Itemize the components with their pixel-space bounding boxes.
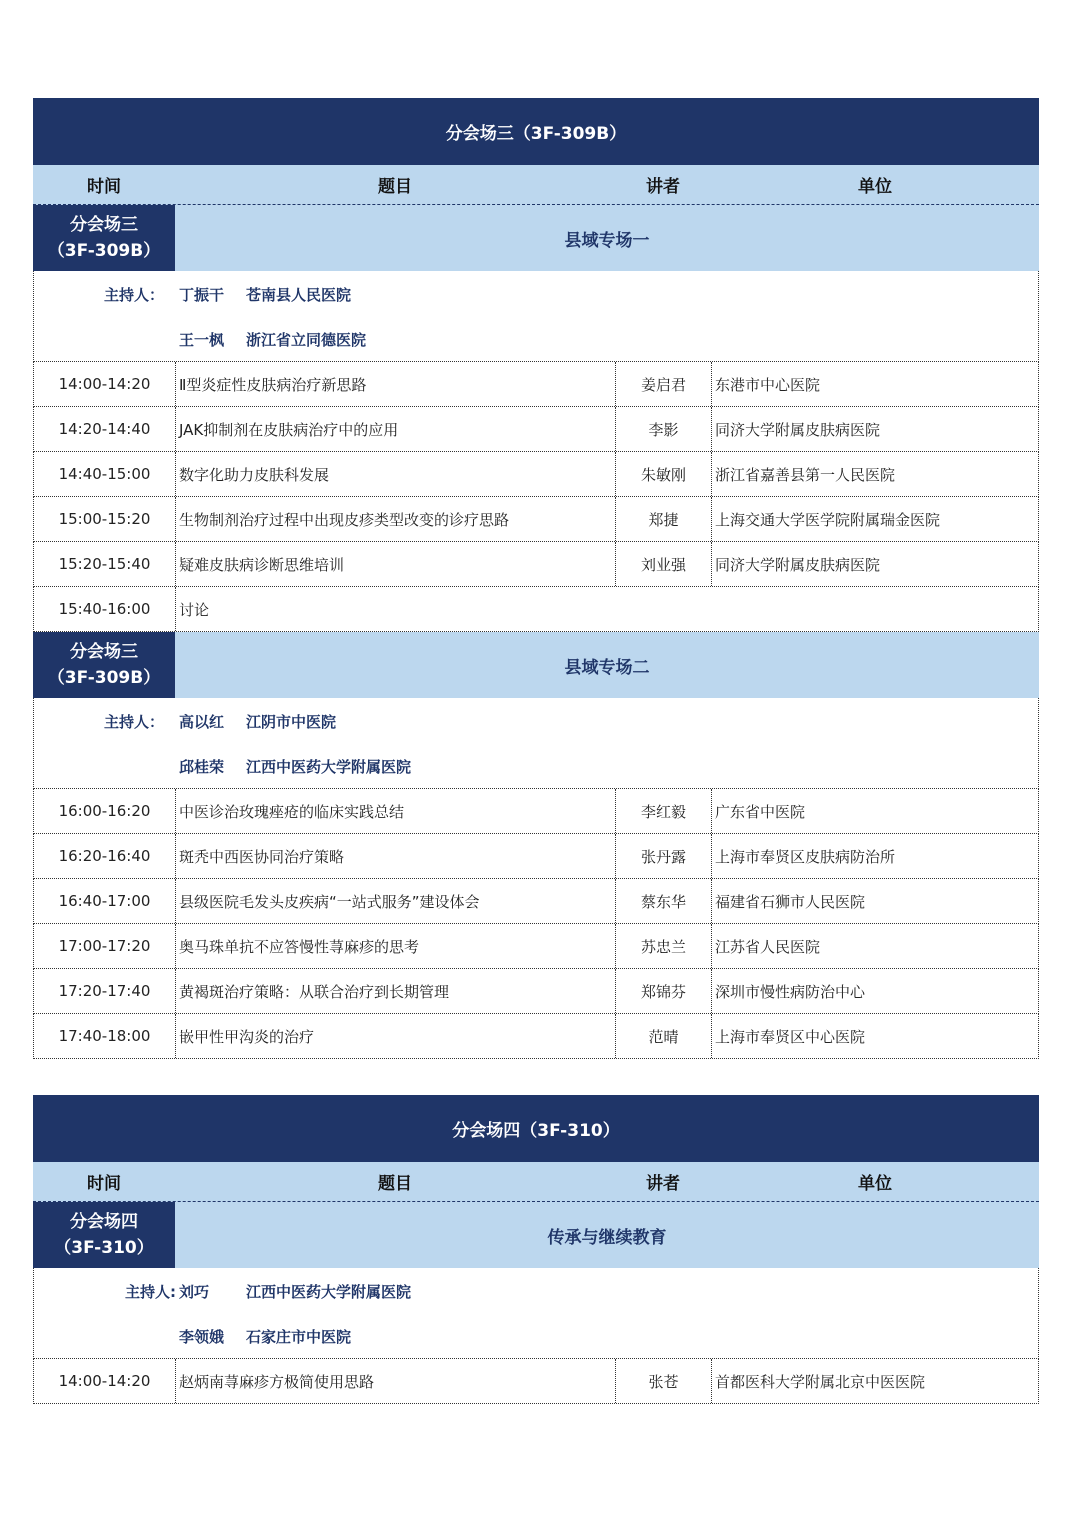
row-unit: 东港市中心医院	[715, 375, 821, 394]
column-header-speaker: 讲者	[646, 1174, 680, 1194]
host-name: 王一枫	[179, 330, 225, 349]
column-header-topic: 题目	[378, 177, 412, 197]
session-title: 县域专场一	[175, 205, 1039, 271]
table-row	[33, 407, 1039, 452]
row-unit: 上海交通大学医学院附属瑞金医院	[715, 510, 941, 529]
schedule-table-hall-4	[33, 1095, 1039, 1404]
host-org: 浙江省立同德医院	[246, 330, 367, 349]
row-topic: JAK抑制剂在皮肤病治疗中的应用	[176, 407, 616, 451]
row-topic: 奥马珠单抗不应答慢性荨麻疹的思考	[176, 924, 616, 968]
table-row-discussion	[33, 587, 1039, 632]
session-venue-label	[33, 205, 175, 271]
row-time: 17:40-18:00	[34, 1014, 176, 1058]
column-header-unit: 单位	[858, 177, 892, 197]
table-row	[33, 542, 1039, 587]
column-header-time: 时间	[87, 1174, 121, 1194]
row-topic: 县级医院毛发头皮疾病“一站式服务”建设体会	[176, 879, 616, 923]
table-row	[33, 497, 1039, 542]
row-unit: 福建省石狮市人民医院	[715, 892, 866, 911]
table-row	[33, 879, 1039, 924]
row-topic: 赵炳南荨麻疹方极简使用思路	[176, 1359, 616, 1403]
host-org: 江阴市中医院	[246, 712, 337, 731]
row-speaker: 范晴	[616, 1014, 712, 1058]
row-speaker: 苏忠兰	[616, 924, 712, 968]
row-time: 14:00-14:20	[34, 1359, 176, 1403]
host-name: 刘巧	[179, 1282, 210, 1301]
session-venue-room: （3F-310）	[54, 1238, 154, 1258]
row-time: 17:00-17:20	[34, 924, 176, 968]
row-time: 14:20-14:40	[34, 407, 176, 451]
session-venue-label	[33, 632, 175, 698]
table-row	[33, 834, 1039, 879]
hall-title: 分会场三（3F-309B）	[33, 98, 1039, 165]
session-title: 县域专场二	[175, 632, 1039, 698]
row-speaker: 刘业强	[616, 542, 712, 586]
row-time: 14:00-14:20	[34, 362, 176, 406]
column-header-topic: 题目	[378, 1174, 412, 1194]
row-time: 16:00-16:20	[34, 789, 176, 833]
row-topic: 疑难皮肤病诊断思维培训	[176, 542, 616, 586]
host-org: 石家庄市中医院	[246, 1327, 352, 1346]
host-name: 高以红	[179, 712, 225, 731]
row-speaker: 朱敏刚	[616, 452, 712, 496]
column-header-speaker: 讲者	[646, 177, 680, 197]
row-topic: Ⅱ型炎症性皮肤病治疗新思路	[176, 362, 616, 406]
row-speaker: 蔡东华	[616, 879, 712, 923]
row-unit: 首都医科大学附属北京中医医院	[715, 1372, 926, 1391]
column-header-unit: 单位	[858, 1174, 892, 1194]
row-unit: 同济大学附属皮肤病医院	[715, 555, 881, 574]
session-venue-name: 分会场三	[70, 642, 138, 662]
session-header	[33, 632, 1039, 698]
table-row	[33, 362, 1039, 407]
table-row	[33, 969, 1039, 1014]
row-time: 17:20-17:40	[34, 969, 176, 1013]
row-speaker: 张苍	[616, 1359, 712, 1403]
row-speaker: 李红毅	[616, 789, 712, 833]
host-org: 江西中医药大学附属医院	[246, 757, 412, 776]
row-time: 15:20-15:40	[34, 542, 176, 586]
row-topic: 斑秃中西医协同治疗策略	[176, 834, 616, 878]
host-label: 主持人:	[125, 1282, 176, 1301]
row-unit: 上海市奉贤区中心医院	[715, 1027, 866, 1046]
table-row	[33, 1014, 1039, 1059]
row-speaker: 郑捷	[616, 497, 712, 541]
schedule-table-hall-3	[33, 98, 1039, 1059]
table-row	[33, 924, 1039, 969]
row-topic: 数字化助力皮肤科发展	[176, 452, 616, 496]
row-unit: 江苏省人民医院	[715, 937, 821, 956]
column-header-row	[33, 1162, 1039, 1202]
host-name: 李领娥	[179, 1327, 225, 1346]
table-row	[33, 452, 1039, 497]
session-hosts	[33, 271, 1039, 362]
session-hosts	[33, 698, 1039, 789]
row-topic: 黄褐斑治疗策略：从联合治疗到长期管理	[176, 969, 616, 1013]
column-header-row	[33, 165, 1039, 205]
session-header	[33, 205, 1039, 271]
host-name: 邱桂荣	[179, 757, 225, 776]
row-time: 15:40-16:00	[34, 587, 176, 631]
session-venue-room: （3F-309B）	[47, 668, 161, 688]
session-venue-name: 分会场三	[70, 215, 138, 235]
column-header-time: 时间	[87, 177, 121, 197]
row-unit: 同济大学附属皮肤病医院	[715, 420, 881, 439]
row-speaker: 郑锦芬	[616, 969, 712, 1013]
session-title: 传承与继续教育	[175, 1202, 1039, 1268]
row-time: 16:20-16:40	[34, 834, 176, 878]
row-unit: 浙江省嘉善县第一人民医院	[715, 465, 896, 484]
row-speaker: 张丹露	[616, 834, 712, 878]
row-speaker: 李影	[616, 407, 712, 451]
row-topic: 嵌甲性甲沟炎的治疗	[176, 1014, 616, 1058]
host-label: 主持人：	[103, 712, 164, 731]
row-unit: 上海市奉贤区皮肤病防治所	[715, 847, 896, 866]
host-label: 主持人：	[103, 285, 164, 304]
table-row	[33, 789, 1039, 834]
session-hosts	[33, 1268, 1039, 1359]
host-org: 苍南县人民医院	[246, 285, 352, 304]
session-venue-name: 分会场四	[70, 1212, 138, 1232]
host-name: 丁振干	[179, 285, 225, 304]
row-time: 16:40-17:00	[34, 879, 176, 923]
session-venue-room: （3F-309B）	[47, 241, 161, 261]
row-topic: 生物制剂治疗过程中出现皮疹类型改变的诊疗思路	[176, 497, 616, 541]
row-speaker: 姜启君	[616, 362, 712, 406]
session-venue-label	[33, 1202, 175, 1268]
row-topic: 中医诊治玫瑰痤疮的临床实践总结	[176, 789, 616, 833]
row-topic: 讨论	[179, 600, 210, 619]
session-header	[33, 1202, 1039, 1268]
row-unit: 深圳市慢性病防治中心	[715, 982, 866, 1001]
row-unit: 广东省中医院	[715, 802, 806, 821]
hall-title: 分会场四（3F-310）	[33, 1095, 1039, 1162]
table-row	[33, 1359, 1039, 1404]
row-time: 14:40-15:00	[34, 452, 176, 496]
row-time: 15:00-15:20	[34, 497, 176, 541]
host-org: 江西中医药大学附属医院	[246, 1282, 412, 1301]
